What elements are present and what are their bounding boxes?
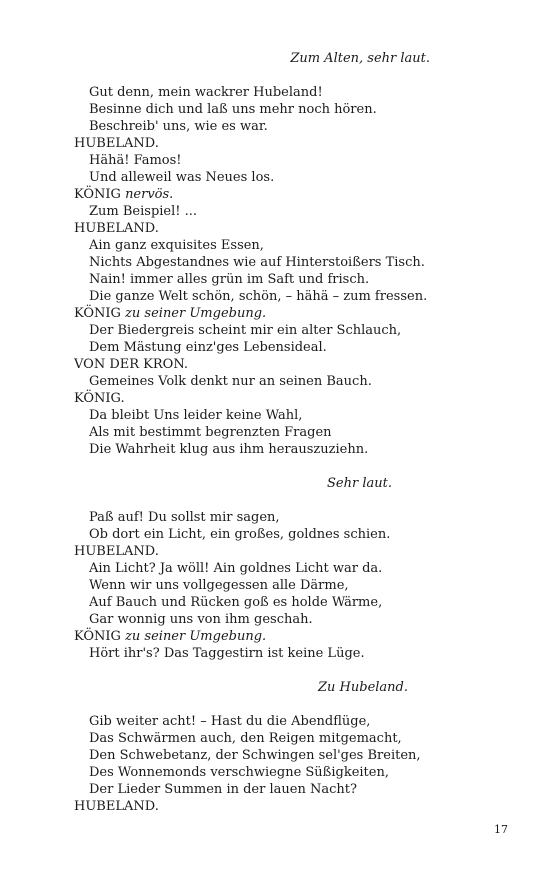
spacer (74, 492, 494, 509)
speaker-name: HUBELAND. (74, 544, 159, 559)
verse-line: Das Schwärmen auch, den Reigen mitgemacht, (89, 731, 402, 746)
verse-line: Wenn wir uns vollgegessen alle Därme, (89, 578, 349, 593)
spacer (74, 662, 494, 679)
verse-line: Ob dort ein Licht, ein großes, goldnes schien. (89, 527, 391, 542)
stage-direction: Zu Hubeland. (318, 680, 408, 695)
verse-line: Den Schwebetanz, der Schwingen sel'ges Breiten, (89, 748, 421, 763)
verse-line: Die Wahrheit klug aus ihm herauszuziehn. (89, 442, 369, 457)
speaker-name: HUBELAND. (74, 136, 159, 151)
verse-line: Dem Mästung einz'ges Lebensideal. (89, 340, 327, 355)
speaker-name: HUBELAND. (74, 221, 159, 236)
verse-line: Der Biedergreis scheint mir ein alter Schlauch, (89, 323, 402, 338)
verse-line: Hört ihr's? Das Taggestirn ist keine Lüge. (89, 646, 365, 661)
drama-text (74, 50, 494, 815)
spacer (74, 696, 494, 713)
verse-line: Der Lieder Summen in der lauen Nacht? (89, 782, 357, 797)
speaker-name: HUBELAND. (74, 799, 159, 814)
spacer (74, 67, 494, 84)
speaker-name: VON DER KRON. (74, 357, 188, 372)
verse-line: Da bleibt Uns leider keine Wahl, (89, 408, 303, 423)
verse-line: Beschreib' uns, wie es war. (89, 119, 268, 134)
verse-line: Gut denn, mein wackrer Hubeland! (89, 85, 323, 100)
verse-line: Als mit bestimmt begrenzten Fragen (89, 425, 332, 440)
speaker-line (74, 628, 494, 645)
verse-line: Besinne dich und laß uns mehr noch hören. (89, 102, 377, 117)
speaker-line (74, 186, 494, 203)
stage-direction: Sehr laut. (327, 476, 392, 491)
verse-line: Die ganze Welt schön, schön, – hähä – zum fressen. (89, 289, 428, 304)
verse-line: Ain ganz exquisites Essen, (89, 238, 264, 253)
verse-line: Und alleweil was Neues los. (89, 170, 275, 185)
speaker-direction: zu seiner Umgebung. (125, 306, 267, 321)
speaker-name: KÖNIG. (74, 391, 125, 406)
verse-line: Paß auf! Du sollst mir sagen, (89, 510, 280, 525)
verse-line: Auf Bauch und Rücken goß es holde Wärme, (89, 595, 383, 610)
verse-line: Zum Beispiel! ... (89, 204, 198, 219)
verse-line: Nain! immer alles grün im Saft und frisch. (89, 272, 370, 287)
verse-line: Gib weiter acht! – Hast du die Abendflüge, (89, 714, 371, 729)
speaker-name: KÖNIG (74, 306, 121, 321)
speaker-name: KÖNIG (74, 187, 121, 202)
speaker-line (74, 305, 494, 322)
spacer (74, 458, 494, 475)
stage-direction: Zum Alten, sehr laut. (290, 51, 430, 66)
verse-line: Gemeines Volk denkt nur an seinen Bauch. (89, 374, 372, 389)
speaker-direction: zu seiner Umgebung. (125, 629, 267, 644)
page-number: 17 (494, 823, 508, 836)
speaker-direction: nervös. (125, 187, 174, 202)
verse-line: Hähä! Famos! (89, 153, 182, 168)
verse-line: Ain Licht? Ja wöll! Ain goldnes Licht war da. (89, 561, 383, 576)
verse-line: Des Wonnemonds verschwiegne Süßigkeiten, (89, 765, 389, 780)
verse-line: Gar wonnig uns von ihm geschah. (89, 612, 313, 627)
speaker-name: KÖNIG (74, 629, 121, 644)
verse-line: Nichts Abgestandnes wie auf Hinterstoißers Tisch. (89, 255, 425, 270)
